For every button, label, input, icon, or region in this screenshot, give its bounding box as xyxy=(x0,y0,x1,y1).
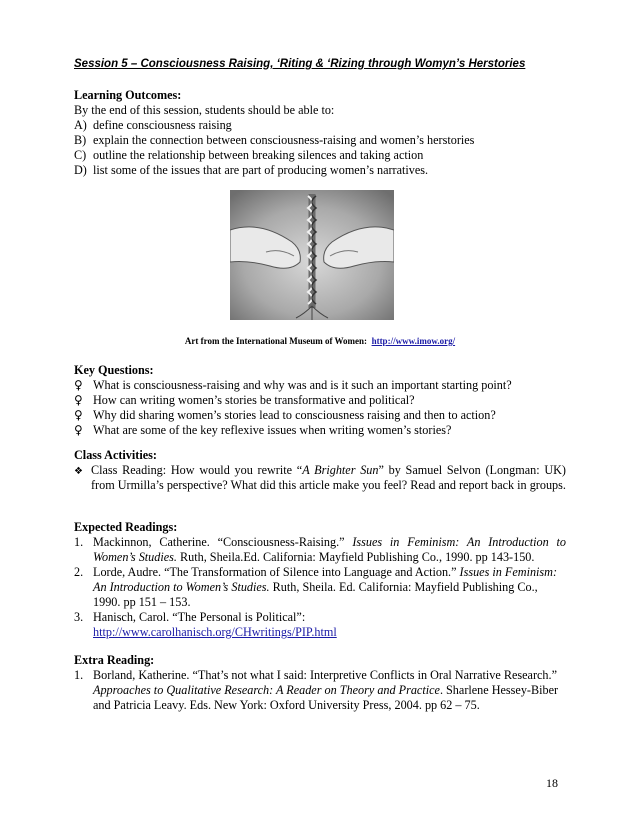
class-activities xyxy=(74,448,566,493)
reading-item xyxy=(74,565,566,610)
activity-text-end: ” by Samuel Selvon (Longman: UK) from Urmilla’s perspective? What did this article make you feel? Read and report back in groups. xyxy=(91,463,566,492)
question-item xyxy=(74,408,566,423)
artwork-image xyxy=(230,190,394,320)
question-text: How can writing women’s stories be transformative and political? xyxy=(93,393,415,407)
citation-author-title: Borland, Katherine. “That’s not what I said: Interpretive Conflicts in Oral Narrative Research.” xyxy=(93,668,557,682)
outcome-item xyxy=(74,148,566,163)
reading-number: 1. xyxy=(74,668,84,682)
activity-text-start: Class Reading: How would you rewrite “ xyxy=(91,463,303,477)
outcome-label: D) xyxy=(74,163,87,177)
outcome-label: A) xyxy=(74,118,87,132)
citation-book: Approaches to Qualitative Research: A Reader on Theory and Practice xyxy=(93,683,440,697)
learning-outcomes xyxy=(74,88,566,178)
outcome-text: explain the connection between consciousness-raising and women’s herstories xyxy=(93,133,475,147)
artwork-caption xyxy=(74,336,566,346)
reading-citation xyxy=(93,565,566,610)
extra-reading-heading: Extra Reading: xyxy=(74,653,155,667)
book-title: A Brighter Sun xyxy=(302,463,379,477)
citation-publisher: Ruth, Sheila. Ed. California: Mayfield Publishing Co., 1990. pp 151 – 153. xyxy=(93,580,538,609)
class-activities-heading: Class Activities: xyxy=(74,448,157,462)
question-text: What is consciousness-raising and why was and is it such an important starting point? xyxy=(93,378,512,392)
citation-book: Issues in Feminism: An Introduction to Women’s Studies. xyxy=(93,565,558,594)
expected-readings-heading: Expected Readings: xyxy=(74,520,178,534)
question-item xyxy=(74,378,566,393)
reading-item xyxy=(74,668,566,713)
outcome-text: list some of the issues that are part of producing women’s narratives. xyxy=(93,163,429,177)
activity-item xyxy=(74,463,566,493)
hanisch-link[interactable]: http://www.carolhanisch.org/CHwritings/PIP.html xyxy=(93,625,337,639)
venus-bullet-icon: ♀ xyxy=(74,408,83,422)
citation-publisher: Ruth, Sheila.Ed. California: Mayfield Publishing Co., 1990. pp 143-150. xyxy=(176,550,535,564)
outcome-item xyxy=(74,133,566,148)
question-text: Why did sharing women’s stories lead to consciousness raising and then to action? xyxy=(93,408,496,422)
venus-bullet-icon: ♀ xyxy=(74,378,83,392)
outcome-text: define consciousness raising xyxy=(93,118,232,132)
reading-citation xyxy=(93,535,566,565)
page-number: 18 xyxy=(546,776,558,790)
key-questions xyxy=(74,363,566,438)
learning-outcomes-intro: By the end of this session, students should be able to: xyxy=(74,103,335,117)
diamond-bullet-icon: ❖ xyxy=(74,466,83,477)
citation-book: Issues in Feminism: An Introduction to Women’s Studies. xyxy=(93,535,567,564)
question-item xyxy=(74,393,566,408)
outcome-text: outline the relationship between breaking silences and taking action xyxy=(93,148,424,162)
outcome-label: C) xyxy=(74,148,87,162)
citation-author-title: Hanisch, Carol. “The Personal is Political”: xyxy=(93,610,306,624)
reading-number: 3. xyxy=(74,610,84,624)
reading-number: 2. xyxy=(74,565,84,579)
caption-text: Art from the International Museum of Women: xyxy=(184,336,368,346)
venus-bullet-icon: ♀ xyxy=(74,423,83,437)
learning-outcomes-heading: Learning Outcomes: xyxy=(74,88,182,102)
citation-author-title: Mackinnon, Catherine. “Consciousness-Raising.” xyxy=(93,535,353,549)
activity-text xyxy=(91,463,566,493)
citation-author-title: Lorde, Audre. “The Transformation of Silence into Language and Action.” xyxy=(93,565,460,579)
citation-publisher: . Sharlene Hessey-Biber and Patricia Leavy. Eds. New York: Oxford University Press, 2004. pp 62 – 75. xyxy=(93,683,559,712)
reading-citation xyxy=(93,668,566,713)
venus-bullet-icon: ♀ xyxy=(74,393,83,407)
outcome-item xyxy=(74,118,566,133)
question-text: What are some of the key reflexive issues when writing women’s stories? xyxy=(93,423,452,437)
extra-reading xyxy=(74,653,566,713)
expected-readings xyxy=(74,520,566,640)
session-title: Session 5 – Consciousness Raising, ‘Riting & ‘Rizing through Womyn’s Herstories xyxy=(74,58,526,70)
outcome-label: B) xyxy=(74,133,87,147)
imow-link[interactable]: http://www.imow.org/ xyxy=(371,336,456,346)
reading-number: 1. xyxy=(74,535,84,549)
hands-braid-illustration xyxy=(230,190,394,320)
outcome-item xyxy=(74,163,566,178)
key-questions-heading: Key Questions: xyxy=(74,363,154,377)
reading-item xyxy=(74,610,566,640)
reading-item xyxy=(74,535,566,565)
question-item xyxy=(74,423,566,438)
reading-citation xyxy=(93,610,566,640)
